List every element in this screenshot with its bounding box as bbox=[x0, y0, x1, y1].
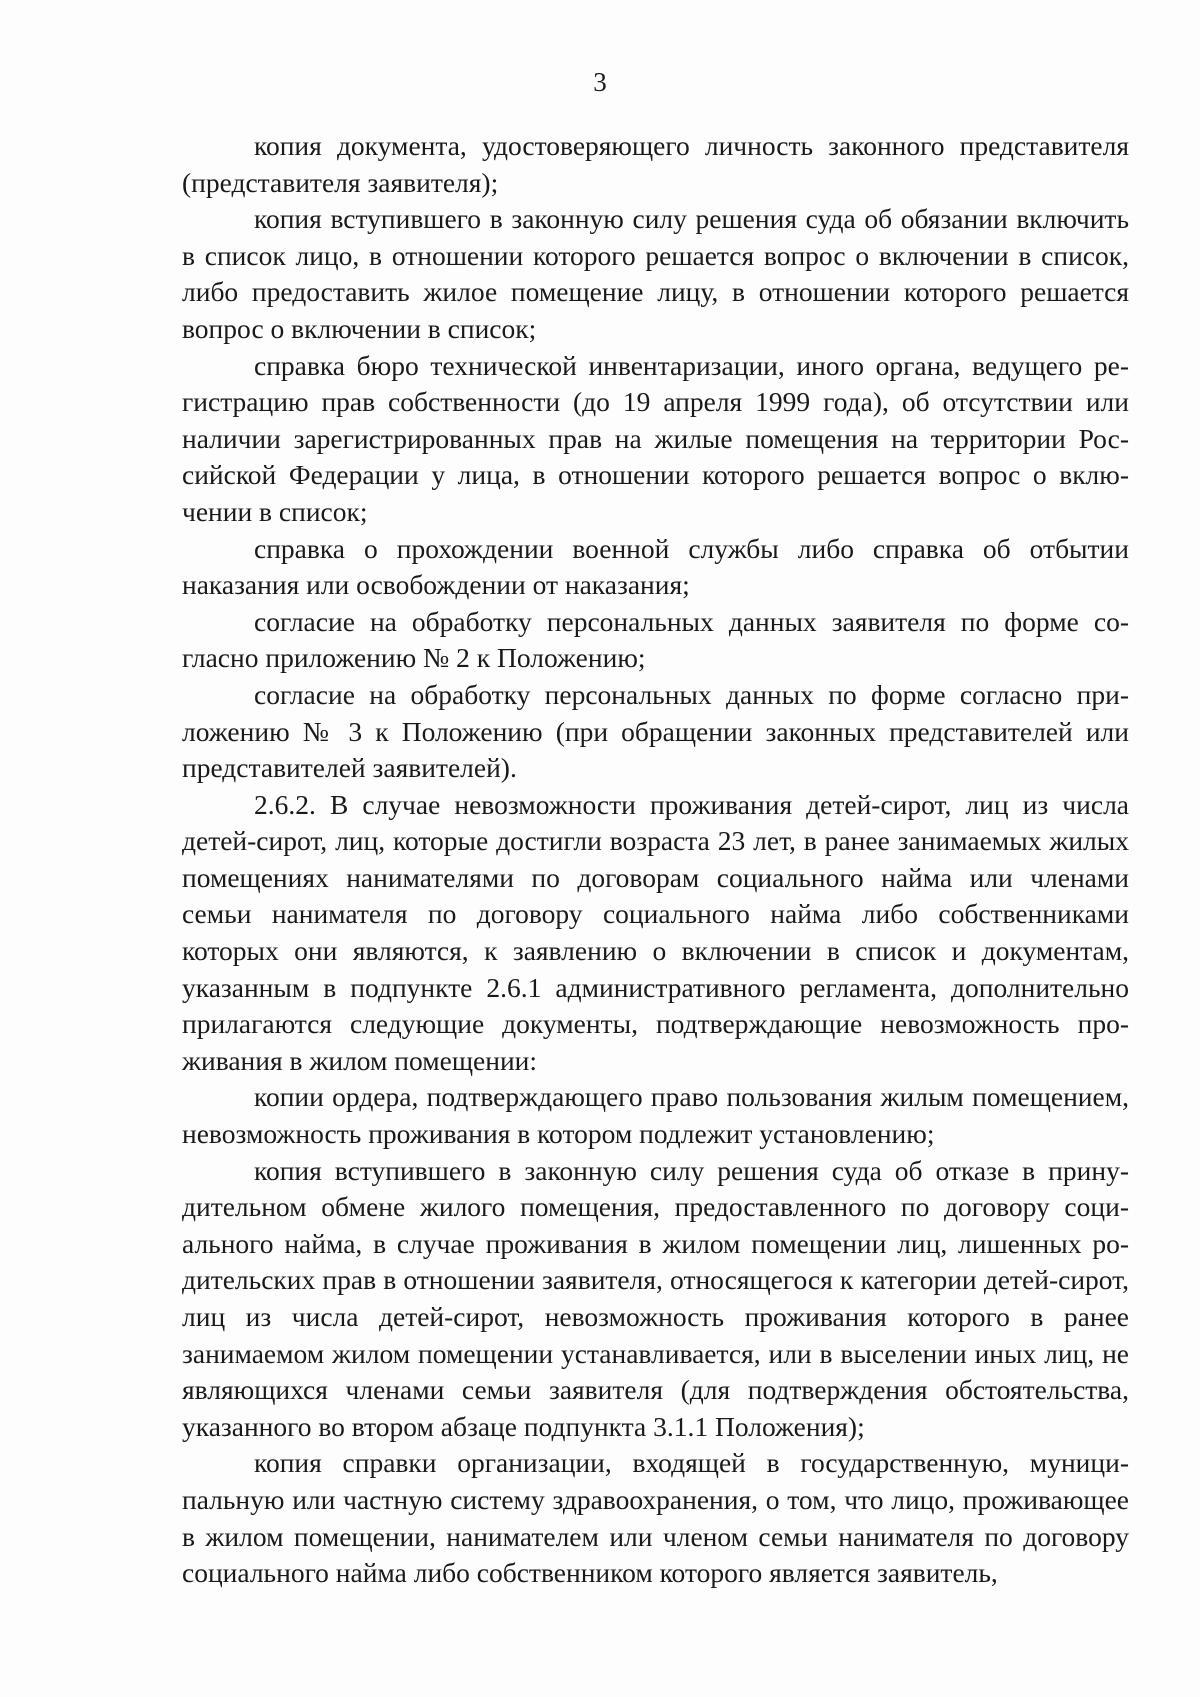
page-number: 3 bbox=[593, 67, 607, 97]
paragraph-4: справка о прохождении военной службы либо справка об отбытии наказания или освобождении от наказания; bbox=[182, 532, 1129, 601]
paragraph-8: копии ордера, подтверждающего право пользования жилым помещением, невозможность проживания в котором подлежит установлению; bbox=[182, 1081, 1129, 1150]
paragraph-7: 2.6.2. В случае невозможности проживания детей-сирот, лиц из числа детей-сирот, лиц, которые достигли возраста 23 лет, в ранее занимаемых жилых помещениях нанимателями по договорам социального найма или членами семьи нанимателя по договору социального найма либо собственниками которых они являются, к заявлению о включении в список и документам, указанным в подпункте 2.6.1 административного регламента, дополнительно прилагаются следующие документы, подтверждающие невозможность проживания в жилом помещении: bbox=[182, 788, 1129, 1076]
paragraph-6: согласие на обработку персональных данных по форме согласно приложению № 3 к Положению (при обращении законных представителей или представителей заявителей). bbox=[182, 678, 1129, 784]
paragraph-3: справка бюро технической инвентаризации, иного органа, ведущего регистрацию прав собственности (до 19 апреля 1999 года), об отсутствии или наличии зарегистрированных прав на жилые помещения на территории Российской Федерации у лица, в отношении которого решается вопрос о включении в список; bbox=[182, 349, 1129, 527]
paragraph-2: копия вступившего в законную силу решения суда об обязании включить в список лицо, в отношении которого решается вопрос о включении в список, либо предоставить жилое помещение лицу, в отношении которого решается вопрос о включении в список; bbox=[182, 203, 1129, 344]
document-body bbox=[182, 128, 1129, 1592]
paragraph-9: копия вступившего в законную силу решения суда об отказе в принудительном обмене жилого помещения, предоставленного по договору социального найма, в случае проживания в жилом помещении лиц, лишенных родительских прав в отношении заявителя, относящегося к категории детей-сирот, лиц из числа детей-сирот, невозможность проживания которого в ранее занимаемом жилом помещении устанавливается, или в выселении иных лиц, не являющихся членами семьи заявителя (для подтверждения обстоятельства, указанного во втором абзаце подпункта 3.1.1 Положения); bbox=[182, 1154, 1129, 1442]
paragraph-10: копия справки организации, входящей в государственную, муниципальную или частную систему здравоохранения, о том, что лицо, проживающее в жилом помещении, нанимателем или членом семьи нанимателя по договору социального найма либо собственником которого является заявитель, bbox=[182, 1447, 1129, 1589]
paragraph-5: согласие на обработку персональных данных заявителя по форме согласно приложению № 2 к Положению; bbox=[182, 605, 1129, 674]
paragraph-1: копия документа, удостоверяющего личность законного представителя (представителя заявителя); bbox=[182, 130, 1129, 198]
